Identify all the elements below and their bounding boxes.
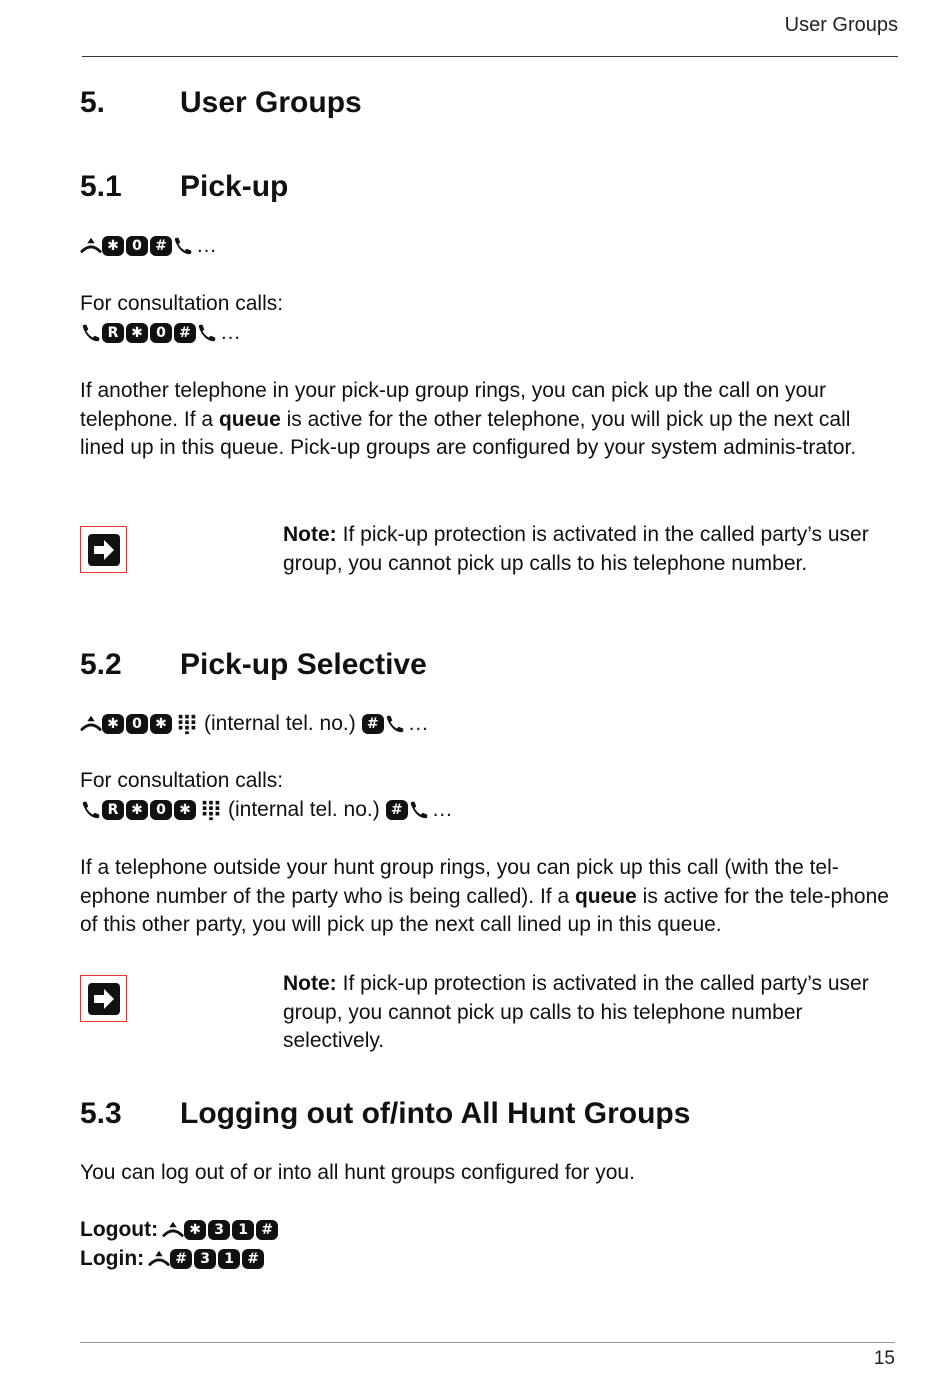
logout-sequence — [80, 1216, 278, 1244]
selective-note — [283, 970, 883, 1056]
key-hash: # — [150, 236, 172, 256]
handset-lift-icon — [80, 235, 102, 257]
login-sequence — [80, 1245, 264, 1273]
header-divider — [82, 56, 898, 57]
handset-icon — [172, 235, 194, 257]
key-hash: # — [170, 1249, 192, 1269]
handset-icon — [196, 322, 218, 344]
key-0: 0 — [126, 236, 148, 256]
key-0: 0 — [126, 714, 148, 734]
key-0: 0 — [150, 323, 172, 343]
ellipsis: … — [407, 712, 429, 735]
note-icon-box — [80, 526, 127, 573]
internal-number-label: (internal tel. no.) — [228, 798, 380, 821]
ellipsis: … — [431, 798, 453, 821]
pickup-consult-sequence — [80, 319, 241, 347]
handset-icon — [80, 322, 102, 344]
note-text: If pick-up protection is activated in the called party’s user group, you cannot pick up calls to his telephone number. — [283, 523, 869, 575]
selective-sequence — [80, 710, 429, 738]
key-r: R — [102, 323, 124, 343]
selective-consult-sequence — [80, 796, 453, 824]
running-header: User Groups — [784, 14, 898, 36]
key-star: ✱ — [150, 714, 172, 734]
key-hash: # — [386, 800, 408, 820]
key-star: ✱ — [102, 236, 124, 256]
logout-label: Logout: — [80, 1218, 159, 1241]
selective-consult-label: For consultation calls: — [80, 769, 284, 792]
key-1: 1 — [232, 1220, 254, 1240]
internal-number-label: (internal tel. no.) — [204, 712, 356, 735]
key-3: 3 — [194, 1249, 216, 1269]
footer-divider — [80, 1342, 895, 1343]
key-3: 3 — [208, 1220, 230, 1240]
arrow-right-icon — [88, 983, 120, 1015]
handset-icon — [408, 799, 430, 821]
section-title: Pick-up — [180, 170, 289, 203]
key-star: ✱ — [174, 800, 196, 820]
note-icon-box — [80, 975, 127, 1022]
section-heading-hunt — [80, 1097, 690, 1131]
key-1: 1 — [218, 1249, 240, 1269]
pickup-body: If another telephone in your pick-up group rings, you can pick up the call on your telephone. If a queue is active for the other telephone, you will pick up the next call lined up in this queue. Pick-up groups are configured by your system adminis-trator. — [80, 379, 857, 460]
key-hash: # — [256, 1220, 278, 1240]
section-number: 5.1 — [80, 170, 122, 203]
handset-icon — [384, 713, 406, 735]
section-number: 5.3 — [80, 1097, 122, 1130]
selective-body: If a telephone outside your hunt group rings, you can pick up this call (with the tel-ephone number of the party who is being called). If a queue is active for the tele-phone of this other party, you will pick up the next call lined up in this queue. — [80, 856, 889, 937]
keypad-icon — [176, 713, 198, 735]
key-star: ✱ — [126, 800, 148, 820]
key-hash: # — [242, 1249, 264, 1269]
handset-lift-icon — [148, 1248, 170, 1270]
handset-lift-icon — [80, 713, 102, 735]
chapter-title: User Groups — [180, 86, 362, 119]
pickup-consult-label: For consultation calls: — [80, 292, 284, 315]
bold-queue: queue — [218, 407, 281, 431]
keypad-icon — [200, 799, 222, 821]
note-text: If pick-up protection is activated in the called party’s user group, you cannot pick up calls to his telephone number selectively. — [283, 972, 869, 1053]
pickup-note — [283, 521, 883, 578]
key-star: ✱ — [184, 1220, 206, 1240]
key-star: ✱ — [102, 714, 124, 734]
login-label: Login: — [80, 1247, 145, 1270]
note-label: Note: — [283, 972, 337, 995]
section-title: Pick-up Selective — [180, 648, 427, 681]
chapter-heading — [80, 86, 362, 120]
bold-queue: queue — [574, 884, 637, 908]
handset-lift-icon — [162, 1219, 184, 1241]
chapter-number: 5. — [80, 86, 106, 119]
section-number: 5.2 — [80, 648, 122, 681]
pickup-sequence — [80, 232, 217, 260]
arrow-right-icon — [88, 534, 120, 566]
page-number: 15 — [873, 1348, 895, 1369]
key-star: ✱ — [126, 323, 148, 343]
key-0: 0 — [150, 800, 172, 820]
section-title: Logging out of/into All Hunt Groups — [180, 1097, 691, 1130]
key-hash: # — [174, 323, 196, 343]
key-r: R — [102, 800, 124, 820]
hunt-body: You can log out of or into all hunt groups configured for you. — [80, 1161, 635, 1184]
section-heading-selective — [80, 648, 427, 682]
handset-icon — [80, 799, 102, 821]
section-heading-pickup — [80, 170, 288, 204]
ellipsis: … — [220, 321, 241, 344]
ellipsis: … — [196, 234, 217, 257]
key-hash: # — [362, 714, 384, 734]
note-label: Note: — [283, 523, 337, 546]
